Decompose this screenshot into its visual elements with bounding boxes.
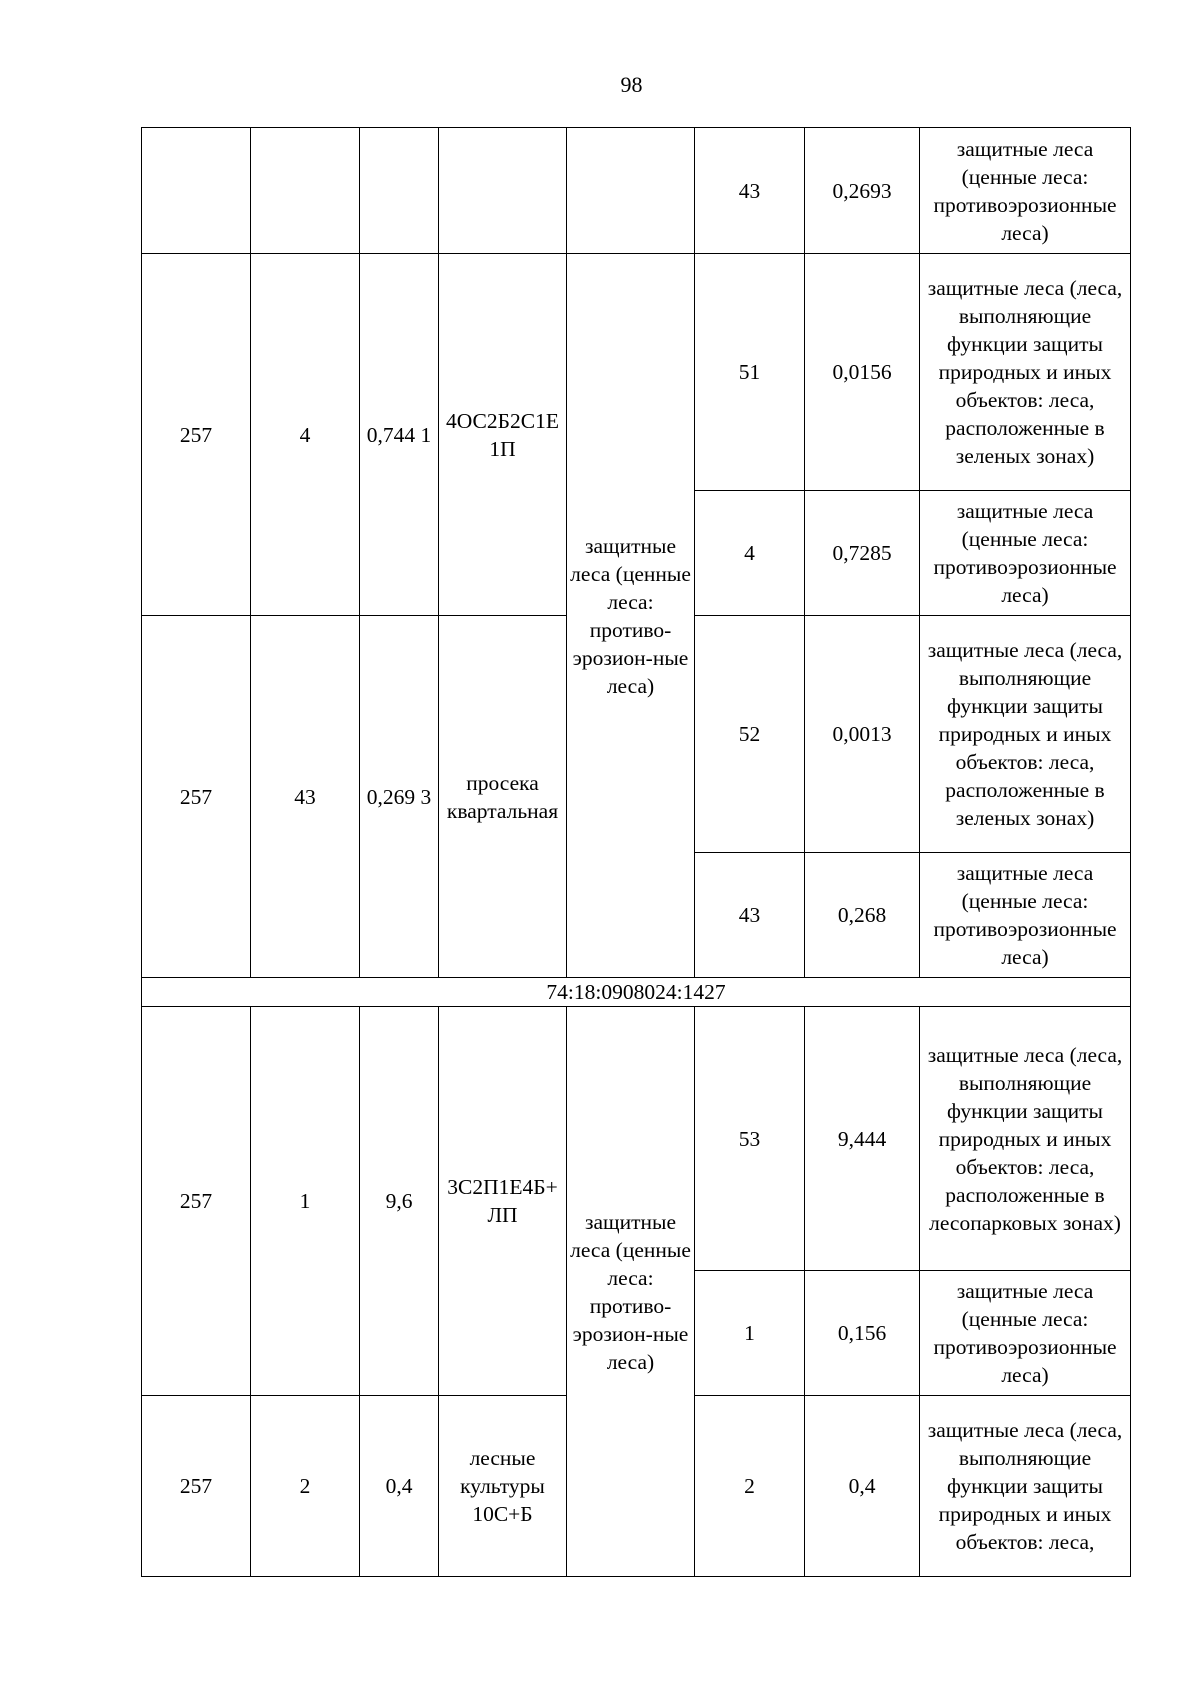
- empty-cell: [142, 128, 251, 254]
- table-row: [142, 254, 1131, 491]
- quarter-cell: 257: [142, 254, 251, 616]
- page-number: 98: [620, 72, 643, 97]
- table-row: [142, 128, 1131, 254]
- sub-category-cell: защитные леса (ценные леса: противоэрозионные леса): [920, 1271, 1131, 1396]
- sub-category-cell: защитные леса (ценные леса: противоэрозионные леса): [920, 853, 1131, 978]
- sub-category-cell: защитные леса (леса, выполняющие функции защиты природных и иных объектов: леса, расположенные в зеленых зонах): [920, 616, 1131, 853]
- sub-area-cell: 0,268: [805, 853, 920, 978]
- sub-number-cell: 51: [695, 254, 805, 491]
- shared-category-cell: защитные леса (ценные леса: противо-эрозион-ные леса): [567, 254, 695, 978]
- sub-area-cell: 9,444: [805, 1007, 920, 1271]
- area-cell: 9,6: [360, 1007, 439, 1396]
- vydel-cell: 1: [251, 1007, 360, 1396]
- area-cell: 0,744 1: [360, 254, 439, 616]
- sub-number-cell: 2: [695, 1396, 805, 1577]
- sub-number-cell: 1: [695, 1271, 805, 1396]
- composition-cell: просека квартальная: [439, 616, 567, 978]
- empty-cell: [251, 128, 360, 254]
- sub-area-cell: 0,2693: [805, 128, 920, 254]
- sub-category-cell: защитные леса (леса, выполняющие функции защиты природных и иных объектов: леса,: [920, 1396, 1131, 1577]
- quarter-cell: 257: [142, 1007, 251, 1396]
- empty-cell: [439, 128, 567, 254]
- area-cell: 0,4: [360, 1396, 439, 1577]
- sub-category-cell: защитные леса (леса, выполняющие функции защиты природных и иных объектов: леса, расположенные в лесопарковых зонах): [920, 1007, 1131, 1271]
- sub-category-cell: защитные леса (леса, выполняющие функции защиты природных и иных объектов: леса, расположенные в зеленых зонах): [920, 254, 1131, 491]
- sub-area-cell: 0,0156: [805, 254, 920, 491]
- sub-area-cell: 0,156: [805, 1271, 920, 1396]
- composition-cell: 3С2П1Е4Б+ ЛП: [439, 1007, 567, 1396]
- sub-area-cell: 0,0013: [805, 616, 920, 853]
- sub-area-cell: 0,4: [805, 1396, 920, 1577]
- cadastral-number: 74:18:0908024:1427: [142, 978, 1131, 1007]
- sub-category-cell: защитные леса (ценные леса: противоэрозионные леса): [920, 128, 1131, 254]
- quarter-cell: 257: [142, 1396, 251, 1577]
- table-row: [142, 978, 1131, 1007]
- forest-parcels-table: [141, 127, 1131, 1577]
- area-cell: 0,269 3: [360, 616, 439, 978]
- sub-area-cell: 0,7285: [805, 491, 920, 616]
- vydel-cell: 4: [251, 254, 360, 616]
- empty-cell: [567, 128, 695, 254]
- shared-category-cell: защитные леса (ценные леса: противо-эрозион-ные леса): [567, 1007, 695, 1577]
- sub-number-cell: 52: [695, 616, 805, 853]
- sub-number-cell: 4: [695, 491, 805, 616]
- table-row: [142, 1007, 1131, 1271]
- sub-category-cell: защитные леса (ценные леса: противоэрозионные леса): [920, 491, 1131, 616]
- quarter-cell: 257: [142, 616, 251, 978]
- composition-cell: лесные культуры 10С+Б: [439, 1396, 567, 1577]
- sub-number-cell: 53: [695, 1007, 805, 1271]
- sub-number-cell: 43: [695, 853, 805, 978]
- empty-cell: [360, 128, 439, 254]
- vydel-cell: 2: [251, 1396, 360, 1577]
- vydel-cell: 43: [251, 616, 360, 978]
- composition-cell: 4ОС2Б2С1Е 1П: [439, 254, 567, 616]
- sub-number-cell: 43: [695, 128, 805, 254]
